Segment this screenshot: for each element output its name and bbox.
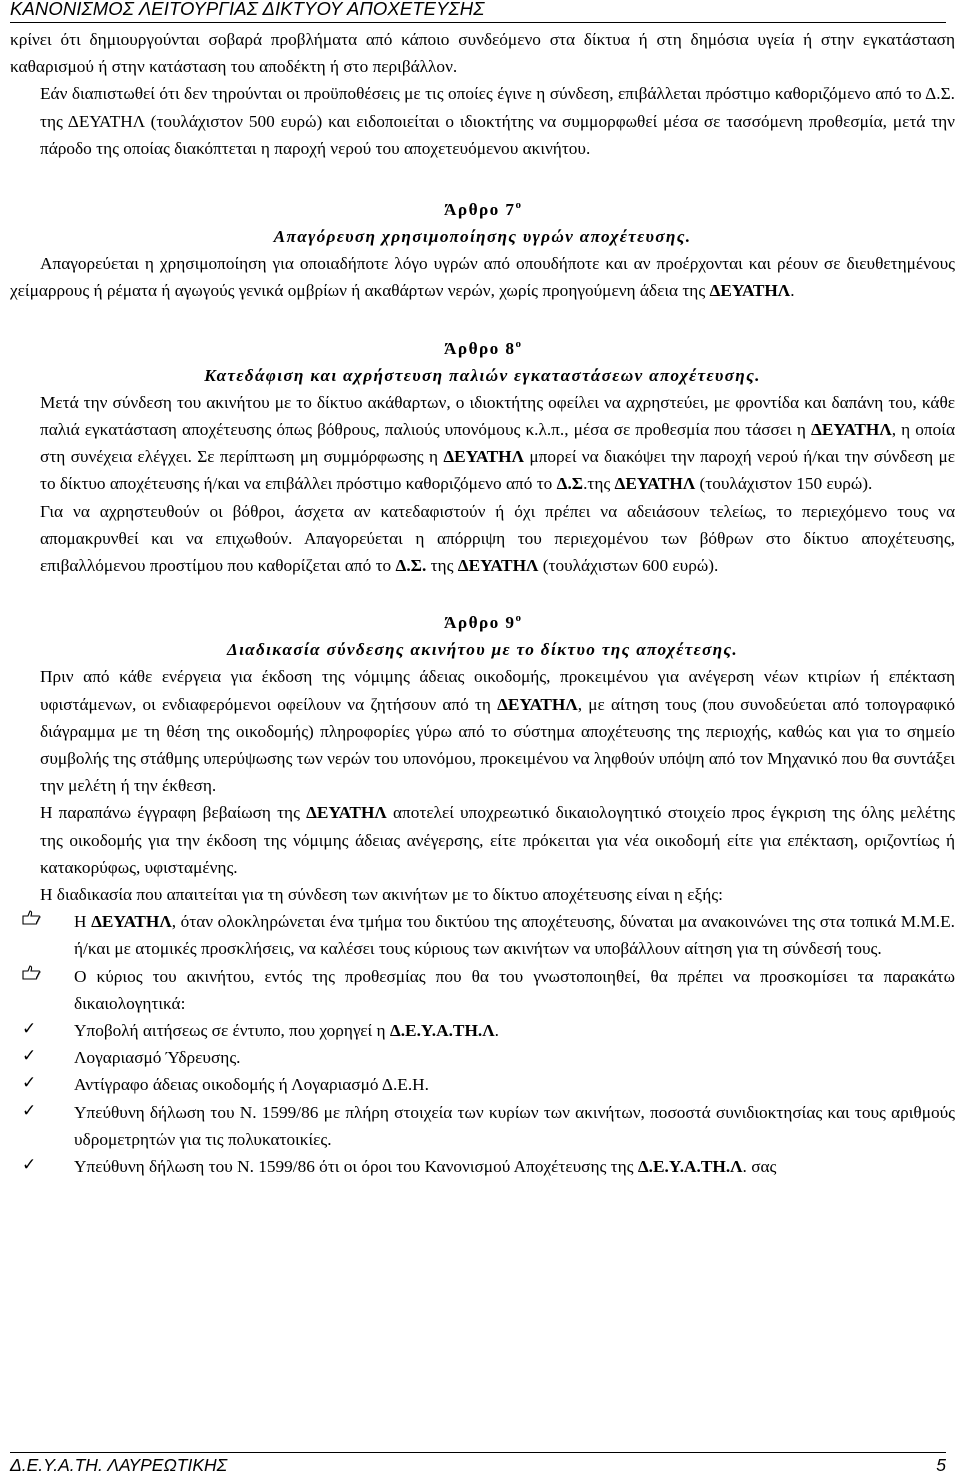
document-body xyxy=(10,26,955,1180)
bold-span: Δ.Ε.Υ.Α.ΤΗ.Λ xyxy=(389,1021,495,1040)
bold-span: Δ.Ε.Υ.Α.ΤΗ.Λ xyxy=(637,1157,743,1177)
checklist-item xyxy=(10,1153,955,1180)
article-9-item-1 xyxy=(10,663,955,799)
text-span: .της xyxy=(583,474,615,494)
bold-span: ΔΕΥΑΤΗΛ xyxy=(709,281,791,301)
checklist-item xyxy=(10,1099,955,1153)
hand-pointing-icon xyxy=(22,908,42,935)
article-8-subtitle: Κατεδάφιση και αχρήστευση παλιών εγκαταστάσεων αποχέτευσης. xyxy=(204,365,761,385)
checkmark-icon: ✓ xyxy=(22,1046,37,1067)
text-span: Υποβολή αιτήσεως σε έντυπο, που χορηγεί η xyxy=(74,1021,390,1040)
article-sup: ο xyxy=(515,337,521,350)
article-title-text: Άρθρο 7 xyxy=(444,199,516,219)
text-span: Μετά την σύνδεση του ακινήτου με το δίκτυο ακάθαρτων, ο ιδιοκτήτης οφείλει να αχρηστεύει, με φροντίδα και δαπάνη του, κάθε παλιά εγκατάσταση αποχέτευσης όπως βόθρους, παλιούς υπονόμους κ.λ.π., μέσα σε προθεσμία που τάσσει η xyxy=(40,392,955,439)
checkmark-icon: ✓ xyxy=(22,1100,37,1121)
bold-span: ΔΕΥΑΤΗΛ xyxy=(306,803,387,823)
bold-span: Δ.Σ xyxy=(556,474,584,494)
page-footer xyxy=(10,1452,946,1477)
text-span: , η οποία στη συνέχεια ελέγχει. Σε περίπτωση μη συμμόρφωσης η xyxy=(40,419,955,467)
bold-span: ΔΕΥΑΤΗΛ xyxy=(614,474,696,494)
header-title: ΚΑΝΟΝΙΣΜΟΣ ΛΕΙΤΟΥΡΓΙΑΣ ΔΙΚΤΥΟΥ ΑΠΟΧΕΤΕΥΣΗΣ xyxy=(10,0,485,19)
bold-span: Δ.Σ. xyxy=(395,555,427,575)
item-text: Εάν διαπιστωθεί ότι δεν τηρούνται οι προϋποθέσεις με τις οποίες έγινε η σύνδεση, επιβάλλεται πρόστιμο καθοριζόμενο από το Δ.Σ. της ΔΕΥΑΤΗΛ (τουλάχιστον 500 ευρώ) και ειδοποιείται ο ιδιοκτήτης να συμμορφωθεί μέσα σε τασσόμενη προθεσμία, μετά την πάροδο της οποίας διακόπτεται η παροχή νερού του αποχετευόμενου ακινήτου. xyxy=(40,84,955,158)
text-span: . σας xyxy=(742,1157,777,1177)
checklist-item xyxy=(10,1017,955,1044)
text-span: μπορεί να διακόψει την παροχή νερού ή/και την σύνδεση με το δίκτυο αποχέτευσης ή/και να επιβάλλει πρόστιμο καθοριζόμενο από το xyxy=(40,447,955,494)
bold-span: ΔΕΥΑΤΗΛ xyxy=(457,555,539,575)
item-number xyxy=(10,498,40,525)
intro-paragraph: κρίνει ότι δημιουργούνται σοβαρά προβλήματα από κάποιο συνδεόμενο στα δίκτυα ή στη δημόσια υγεία ή στην εγκατάσταση καθαρισμού ή στην κατάσταση του αποδέκτη ή στο περιβάλλον. xyxy=(10,30,955,77)
article-7-text xyxy=(10,250,955,304)
bold-span: ΔΕΥΑΤΗΛ xyxy=(811,419,892,439)
article-9-item-2 xyxy=(10,881,955,908)
text-span: (τουλάχιστον 150 ευρώ). xyxy=(695,474,873,494)
list-item xyxy=(10,963,955,1017)
text-span: της xyxy=(426,555,458,575)
article-sup: ο xyxy=(515,612,521,625)
text-span: Πριν από κάθε ενέργεια για έκδοση της νόμιμης άδειας οικοδομής, προκειμένου για ανέγερση νέων κτιρίων ή επέκταση υφιστάμενων, οι ενδιαφερόμενοι οφείλουν να ζητήσουν από τη xyxy=(40,667,955,714)
checklist-item xyxy=(10,1071,955,1098)
checkmark-icon: ✓ xyxy=(22,1019,37,1039)
checklist-item xyxy=(10,1044,955,1071)
item-number xyxy=(10,80,40,107)
article-9-paragraph xyxy=(10,799,955,881)
text-span: αποτελεί υποχρεωτικό δικαιολογητικό στοιχείο προς έγκριση της όλης μελέτης της οικοδομής για την έκδοση της νόμιμης άδειας ανέγερσης, είτε πρόκειται για νέα οικοδομή είτε για επέκταση, οριζοντίως ή κατακορύφως, υφισταμένης. xyxy=(40,803,955,877)
article-7-subtitle: Απαγόρευση χρησιμοποίησης υγρών αποχέτευσης. xyxy=(273,226,692,246)
article-title-text: Άρθρο 8 xyxy=(444,338,516,358)
article-sup: ο xyxy=(515,199,521,212)
text-span: (τουλάχιστων 600 ευρώ). xyxy=(538,555,719,575)
hand-pointing-icon xyxy=(22,963,42,990)
bold-span: ΔΕΥΑΤΗΛ xyxy=(91,912,172,932)
item-number xyxy=(10,881,40,908)
text-span: Για να αχρηστευθούν οι βόθροι, άσχετα αν κατεδαφιστούν ή όχι πρέπει να αδειάσουν τελείως, το περιεχόμενο τους να απομακρυνθεί και να επιχωθούν. Απαγορεύεται η απόρριψη του περιεχομένου των βόθρων στο δίκτυο αποχέτευσης, επιβαλλόμενου προστίμου που καθορίζεται από το xyxy=(40,501,955,575)
article-title-text: Άρθρο 9 xyxy=(444,612,516,632)
text-span: , με αίτηση τους (που συνοδεύεται από τοπογραφικό διάγραμμα με τη θέση της οικοδομής) πληροφορίες γύρω από το σύστημα αποχέτευσης της περιοχής, καθώς και για το σημείο συμβολής της στάθμης υπερύψωσης των νερών του υπονόμου, προκειμένου να ληφθούν υπόψη από τον Μηχανικό που θα συντάξει την μελέτη ή την έκθεση. xyxy=(40,694,955,796)
text-span: Η διαδικασία που απαιτείται για τη σύνδεση των ακινήτων με το δίκτυο αποχέτευσης είναι η εξής: xyxy=(40,884,723,904)
text-span: Λογαριασμό Ύδρευσης. xyxy=(74,1048,241,1068)
item-number xyxy=(10,663,40,690)
text-span: Υπεύθυνη δήλωση του Ν. 1599/86 ότι οι όροι του Κανονισμού Αποχέτευσης της xyxy=(74,1157,638,1177)
text-span: , όταν ολοκληρώνεται ένα τμήμα του δικτύου της αποχέτευσης, δύναται μα ανακοινώνει της στα τοπικά Μ.Μ.Ε. ή/και με ατομικές προσκλήσεις, να καλέσει τους κύριους των ακινήτων να υποβάλλουν αίτηση για τη σύνδεσή τους. xyxy=(74,912,955,959)
text-span: Αντίγραφο άδειας οικοδομής ή Λογαριασμό Δ.Ε.Η. xyxy=(74,1075,429,1095)
article-8-title xyxy=(10,331,955,362)
text-span: Υπεύθυνη δήλωση του Ν. 1599/86 με πλήρη στοιχεία των κυρίων των ακινήτων, ποσοστά συνιδιοκτησίας και τους αριθμούς υδρομετρητών για τις πολυκατοικίες. xyxy=(74,1102,955,1149)
bold-span: ΔΕΥΑΤΗΛ xyxy=(443,447,525,467)
item-number xyxy=(10,389,40,416)
article-9-subtitle: Διαδικασία σύνδεσης ακινήτου με το δίκτυο της αποχέτεσης. xyxy=(226,640,739,660)
checkmark-icon: ✓ xyxy=(22,1073,37,1094)
article-8-item-1 xyxy=(10,389,955,498)
intro-item-3 xyxy=(10,80,955,162)
page-number: 5 xyxy=(936,1455,946,1475)
text-span: Απαγορεύεται η χρησιμοποίηση για οποιαδήποτε λόγο υγρών από οπουδήποτε και αν προέρχονται και ρέουν σε διευθετημένους χείμαρρους ή ρέματα ή αγωγούς γενικά ομβρίων ή ακαθάρτων νερών, χωρίς προηγούμενη άδεια της xyxy=(10,254,955,301)
footer-organization: Δ.Ε.Υ.Α.ΤΗ. ΛΑΥΡΕΩΤΙΚΗΣ xyxy=(10,1455,228,1475)
article-9-title xyxy=(10,605,955,636)
text-span: Η παραπάνω έγγραφη βεβαίωση της xyxy=(40,803,307,823)
checkmark-icon: ✓ xyxy=(22,1155,37,1176)
text-span: Η xyxy=(74,912,92,932)
article-7-title xyxy=(10,192,955,223)
page-header xyxy=(10,0,946,23)
text-span: . xyxy=(790,281,795,301)
bold-span: ΔΕΥΑΤΗΛ xyxy=(497,694,578,714)
text-span: . xyxy=(494,1021,499,1040)
article-8-item-2 xyxy=(10,498,955,580)
list-item xyxy=(10,908,955,962)
text-span: Ο κύριος του ακινήτου, εντός της προθεσμίας που θα του γνωστοποιηθεί, θα πρέπει να προσκομίσει τα παρακάτω δικαιολογητικά: xyxy=(74,966,955,1013)
